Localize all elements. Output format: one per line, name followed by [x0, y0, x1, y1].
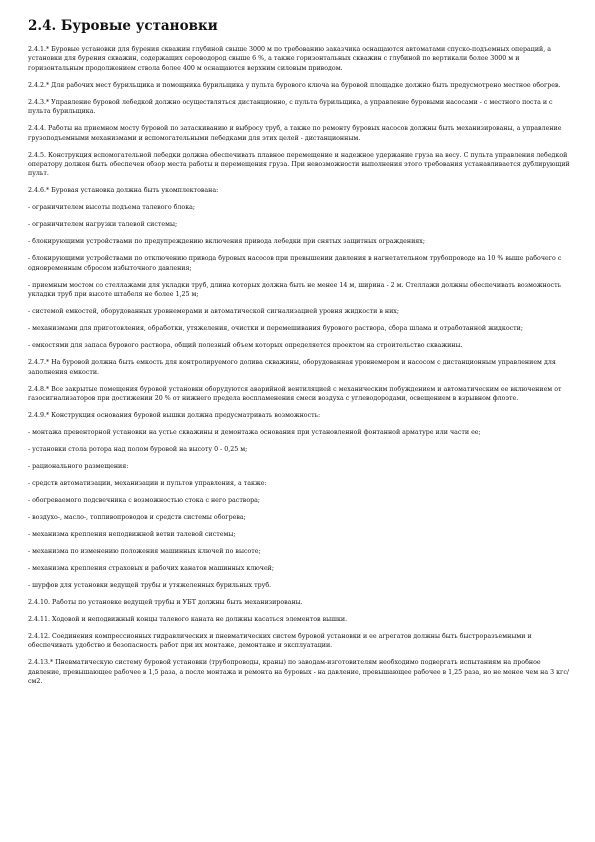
paragraph: - шурфов для установки ведущей трубы и утяжеленных бурильных труб.	[28, 582, 272, 590]
paragraph: 2.4.8.* Все закрытые помещения буровой установки оборудуются аварийной вентиляцией с механическим побуждением и автоматическим ее включением от газосигнализаторов при достижении 20 % от нижнего предела воспламенения смеси воздуха с углеводородами, освещением в взрывном флоэте.	[28, 385, 562, 403]
paragraph: - монтажа превенторной установки на устье скважины и демонтажа основания при установленной фонтанной арматуре или части ее;	[28, 429, 481, 437]
paragraph: - системой емкостей, оборудованных уровнемерами и автоматической сигнализацией уровня жидкости в них;	[28, 308, 399, 316]
paragraph: 2.4.5. Конструкция вспомогательной лебедки должна обеспечивать плавное перемещение и надежное удержание груза на весу. С пульта управления лебедкой оператору должен быть обеспечен обзор места работы и перемещения груза. При невозможности выполнения этого требования устанавливается дублирующий пульт.	[28, 151, 570, 178]
paragraph: - блокирующими устройствами по отключению привода буровых насосов при превышении давления в нагнетательном трубопроводе на 10 % выше рабочего с одновременным сбросом избыточного давления;	[28, 255, 562, 272]
paragraph: 2.4.9.* Конструкция основания буровой вышки должна предусматривать возможность:	[28, 412, 321, 420]
paragraph: - механизмами для приготовления, обработки, утяжеления, очистки и перемешивания бурового раствора, сбора шлама и отработанной жидкости;	[28, 325, 523, 333]
paragraph: 2.4.11. Ходовой и неподвижный концы талевого каната не должны касаться элементов вышки.	[28, 616, 348, 624]
paragraph: - установки стола ротора над полом буровой на высоту 0 - 0,25 м;	[28, 446, 248, 454]
paragraph: 2.4.4. Работы на приемном мосту буровой по затаскиванию и выбросу труб, а также по ремонту буровых насосов должны быть механизированы, а управление грузоподъемными механизмами и вспомогательными лебедками для этих целей - дистанционным.	[28, 125, 562, 142]
paragraph: 2.4.13.* Пневматическую систему буровой установки (трубопроводы, краны) по заводам-изготовителям необходимо подвергать испытаниям на пробное давление, превышающее рабочее в 1,5 раза, а после монтажа и ремонта на буровых - на давление, превышающее рабочее в 1,25 раза, но не менее чем на 3 кгс/см2.	[28, 659, 569, 686]
paragraph: - воздухо-, масло-, топливопроводов и средств системы обогрева;	[28, 514, 246, 522]
paragraph: - рационального размещения:	[28, 463, 129, 471]
paragraph: - обогреваемого подсвечника с возможностью стока с него раствора;	[28, 497, 261, 505]
paragraph: 2.4.3.* Управление буровой лебедкой должно осуществляться дистанционно, с пульта бурильщика, а управление буровыми насосами - с местного поста и с пульта бурильщика.	[28, 98, 553, 116]
paragraph: - механизма крепления неподвижной ветви талевой системы;	[28, 531, 236, 539]
paragraph: - блокирующими устройствами по предупреждению включения привода лебедки при снятых защитных ограждениях;	[28, 238, 425, 246]
paragraphs	[28, 45, 573, 687]
paragraph: - средств автоматизации, механизации и пультов управления, а также:	[28, 480, 267, 488]
paragraph: - ограничителем нагрузки талевой системы;	[28, 221, 178, 229]
paragraph: - механизма крепления страховых и рабочих канатов машинных ключей;	[28, 565, 274, 573]
paragraph: 2.4.2.* Для рабочих мест бурильщика и помощника бурильщика у пульта бурового ключа на буровой площадке должно быть предусмотрено местное обогрев.	[28, 81, 561, 89]
paragraph: 2.4.1.* Буровые установки для бурения скважин глубиной свыше 3000 м по требованию заказчика оснащаются автоматами спуско-подъемных операций, а установки для бурения скважин, содержащих сероводород свыше 6 %, а также горизонтальных скважин с глубиной по вертикали более 3000 м и горизонтальным продолжением ствола более 400 м оснащаются верхним силовым приводом.	[28, 46, 551, 72]
paragraph: 2.4.7.* На буровой должна быть емкость для контролируемого долива скважины, оборудованная уровнемером и насосом с дистанционным управлением для заполнения емкости.	[28, 359, 556, 376]
paragraph: 2.4.12. Соединения компрессионных гидравлических и пневматических систем буровой установки и ее агрегатов должны быть быстроразъемными и обеспечивать удобство и безопасность работ при их монтаже, демонтаже и эксплуатации.	[28, 633, 532, 650]
section-title: 2.4. Буровые установки	[28, 18, 218, 34]
paragraph: - емкостями для запаса бурового раствора, общий полезный объем которых определяется проектом на строительство скважины.	[28, 342, 463, 350]
paragraph: - механизма по изменению положения машинных ключей по высоте;	[28, 548, 261, 556]
document-page	[28, 18, 573, 694]
paragraph: 2.4.6.* Буровая установка должна быть укомплектована:	[28, 187, 219, 195]
paragraph: - приемным мостом со стеллажами для укладки труб, длина которых должна быть не менее 14 м, ширина - 2 м. Стеллажи должны обеспечивать возможность укладки труб при высоте штабеля не более 1,25 м;	[28, 281, 561, 299]
paragraph: 2.4.10. Работы по установке ведущей трубы и УБТ должны быть механизированы.	[28, 599, 303, 607]
paragraph: - ограничителем высоты подъема талевого блока;	[28, 204, 196, 212]
